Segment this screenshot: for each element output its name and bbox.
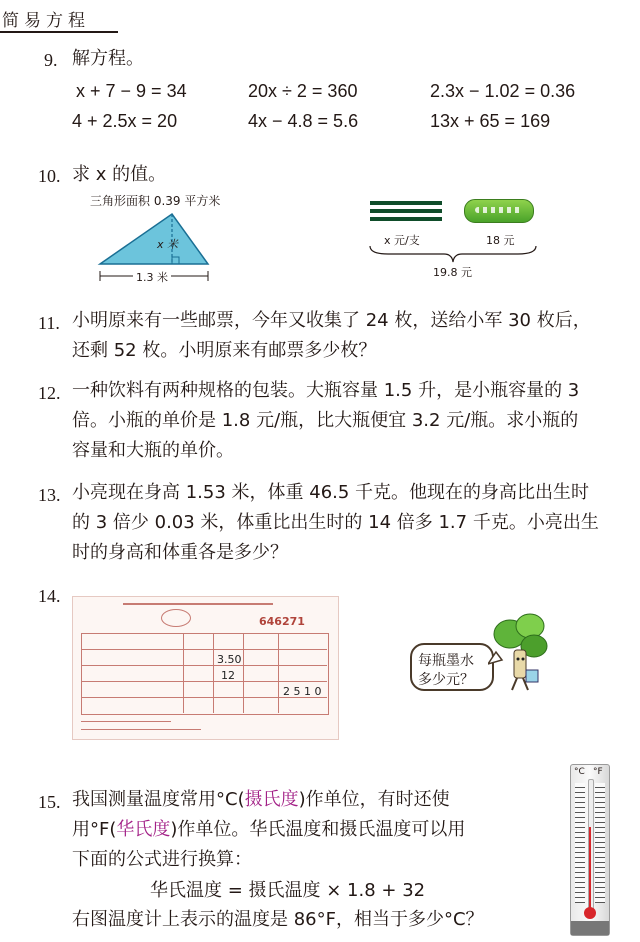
thermometer-image [570, 764, 610, 936]
receipt-total: 2 5 1 0 [283, 685, 322, 698]
q13-line-1: 小亮现在身高 1.53 米，体重 46.5 千克。他现在的身高比出生时 [72, 482, 590, 503]
q9-eq-2: 20x ÷ 2 = 360 [248, 81, 358, 101]
conversion-formula: 华氏温度 = 摄氏温度 × 1.8 + 32 [150, 880, 426, 901]
pencil-box-icon [464, 199, 534, 223]
bubble-line-1: 每瓶墨水 [418, 653, 474, 669]
q9-eq-1: x + 7 − 9 = 34 [76, 81, 187, 101]
q9-eq-4: 4 + 2.5x = 20 [72, 111, 178, 131]
total-brace [368, 244, 538, 266]
bubble-line-2: 多少元？ [418, 672, 474, 688]
q12-line-2: 倍。小瓶的单价是 1.8 元/瓶，比大瓶便宜 3.2 元/瓶。求小瓶的 [72, 410, 579, 431]
triangle-shape [100, 214, 208, 264]
q9-eq-6: 13x + 65 = 169 [430, 111, 551, 131]
q9-eq-3: 2.3x − 1.02 = 0.36 [430, 81, 576, 101]
q13-line-2: 的 3 倍少 0.03 米，体重比出生时的 14 倍多 1.7 千克。小亮出生 [72, 512, 599, 533]
q14-number: 14. [38, 586, 61, 606]
q11-number: 11. [38, 313, 60, 333]
receipt-image [72, 596, 339, 740]
plant-character-icon [488, 612, 550, 692]
thermometer-bulb [584, 907, 596, 919]
q15-line-2: 用°F(华氏度)作单位。华氏温度和摄氏温度可以用 [72, 819, 466, 840]
pen-price-label: x 元/支 [384, 234, 420, 247]
q10-number: 10. [38, 166, 61, 186]
receipt-unit-price: 3.50 [217, 653, 242, 666]
q12-line-1: 一种饮料有两种规格的包装。大瓶容量 1.5 升，是小瓶容量的 3 [72, 380, 580, 401]
receipt-quantity: 12 [221, 669, 235, 682]
triangle-caption: 三角形面积 0.39 平方米 [90, 194, 221, 208]
q12-number: 12. [38, 383, 61, 403]
q15-line-1: 我国测量温度常用°C(摄氏度)作单位，有时还使 [72, 789, 450, 810]
q15-line-3: 下面的公式进行换算： [72, 849, 252, 870]
q15-number: 15. [38, 792, 61, 812]
section-title: 简易方程 [2, 11, 90, 31]
pen-2 [370, 209, 442, 213]
mercury-column [589, 827, 591, 909]
box-price-label: 18 元 [486, 234, 515, 247]
q13-line-3: 时的身高和体重各是多少？ [72, 542, 288, 563]
q9-number: 9. [44, 50, 58, 70]
q13-number: 13. [38, 485, 61, 505]
receipt-number: 646271 [259, 615, 305, 628]
header-rule [0, 31, 118, 33]
q9-eq-5: 4x − 4.8 = 5.6 [248, 111, 359, 131]
q11-line-2: 还剩 52 枚。小明原来有邮票多少枚？ [72, 340, 377, 361]
q15-line-5: 右图温度计上表示的温度是 86°F，相当于多少°C？ [72, 909, 484, 930]
total-price-label: 19.8 元 [433, 266, 472, 279]
q10-prompt: 求 x 的值。 [72, 164, 167, 185]
q11-line-1: 小明原来有一些邮票，今年又收集了 24 枚，送给小军 30 枚后， [72, 310, 591, 331]
speech-bubble [410, 643, 494, 691]
triangle-base-label: 1.3 米 [133, 269, 171, 285]
triangle-height-label: x 米 [157, 238, 179, 251]
q9-prompt: 解方程。 [72, 48, 144, 69]
celsius-label: °C [574, 767, 585, 777]
pen-3 [370, 217, 442, 221]
pen-1 [370, 201, 442, 205]
q12-line-3: 容量和大瓶的单价。 [72, 440, 234, 461]
fahrenheit-label: °F [593, 767, 603, 777]
